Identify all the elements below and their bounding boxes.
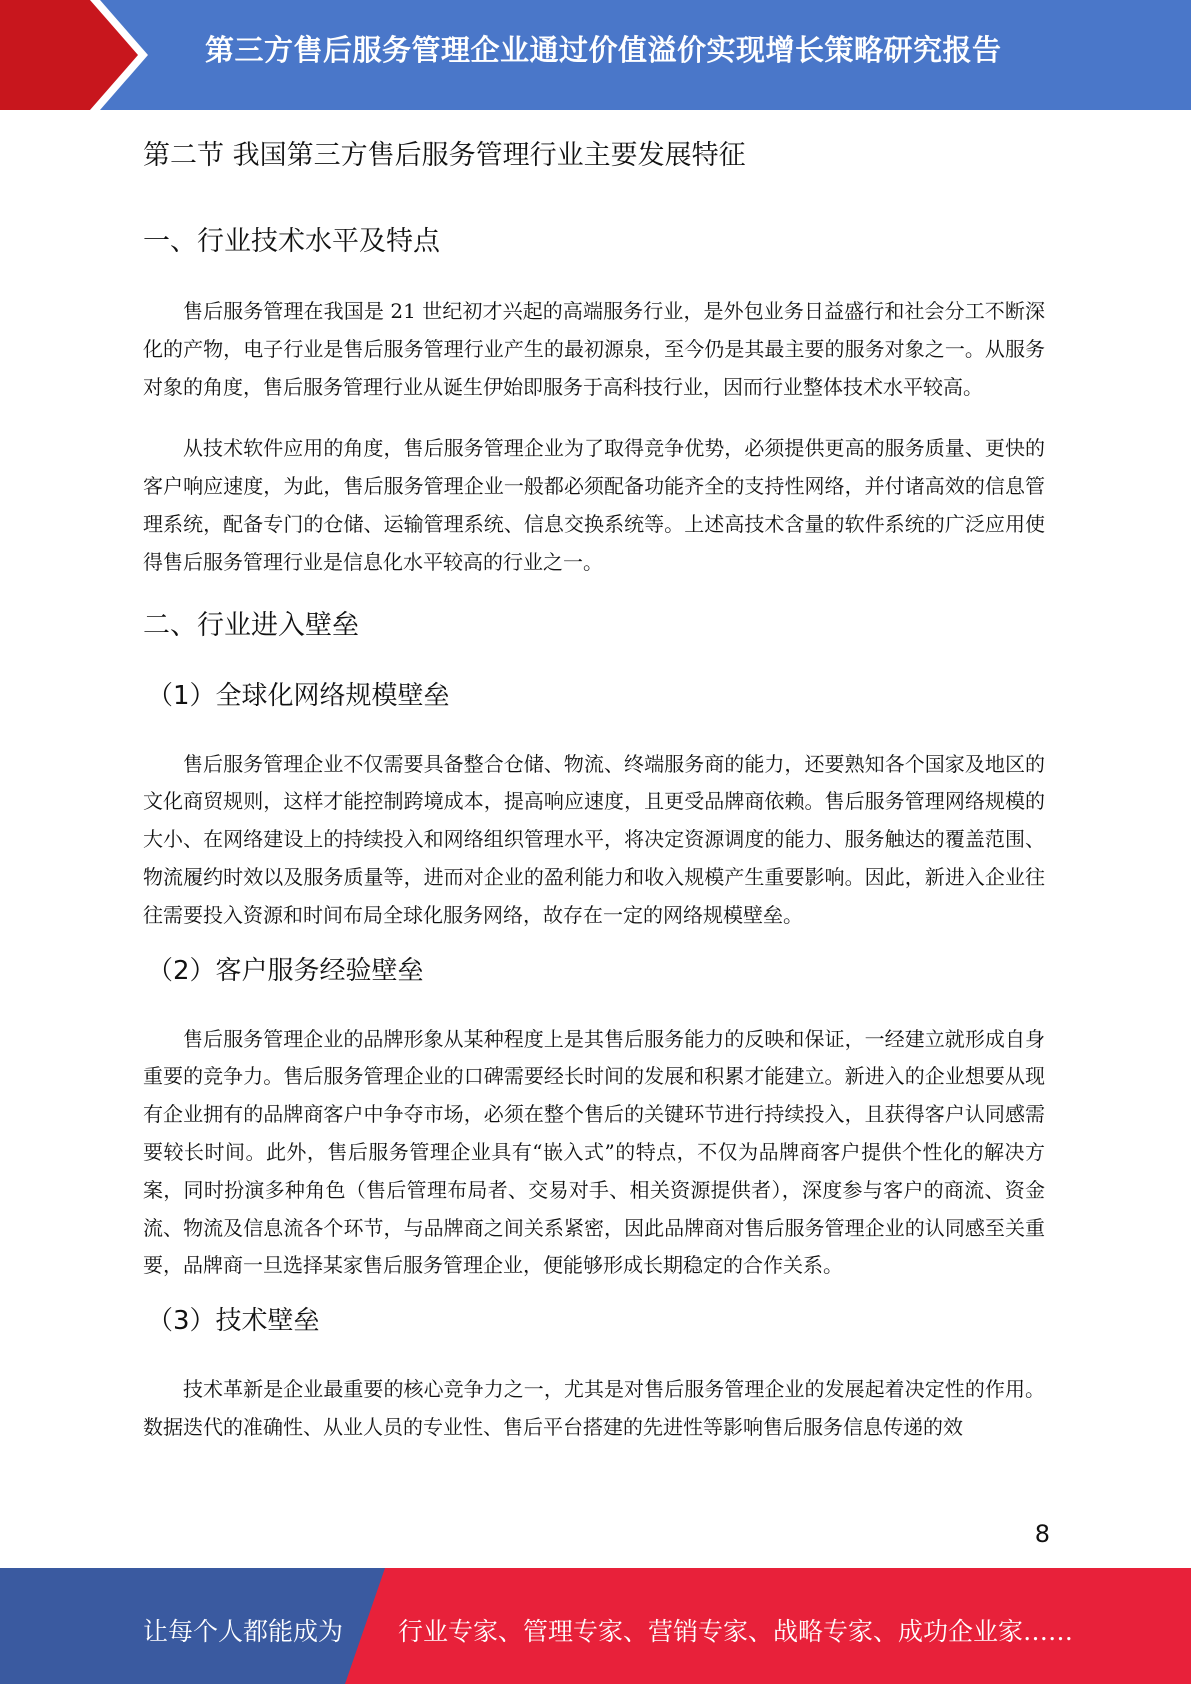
footer-slogan-right: 行业专家、管理专家、营销专家、战略专家、成功企业家……: [398, 1617, 1074, 1646]
paragraph: 售后服务管理企业的品牌形象从某种程度上是其售后服务能力的反映和保证，一经建立就形成自身重要的竞争力。售后服务管理企业的口碑需要经长时间的发展和积累才能建立。新进入的企业想要从现有企业拥有的品牌商客户中争夺市场，必须在整个售后的关键环节进行持续投入，且获得客户认同感需要较长时间。此外，售后服务管理企业具有“嵌入式”的特点，不仅为品牌商客户提供个性化的解决方案，同时扮演多种角色（售后管理布局者、交易对手、相关资源提供者），深度参与客户的商流、资金流、物流及信息流各个环节，与品牌商之间关系紧密，因此品牌商对售后服务管理企业的认同感至关重要，品牌商一旦选择某家售后服务管理企业，便能够形成长期稳定的合作关系。: [143, 1026, 1045, 1278]
subheading-2: （2）客户服务经验壁垒: [147, 955, 424, 986]
footer-slogan-left: 让每个人都能成为: [143, 1617, 344, 1646]
paragraph: 售后服务管理在我国是 21 世纪初才兴起的高端服务行业，是外包业务日益盛行和社会分工不断深化的产物，电子行业是售后服务管理行业产生的最初源泉，至今仍是其最主要的服务对象之一。从服务对象的角度，售后服务管理行业从诞生伊始即服务于高科技行业，因而行业整体技术水平较高。: [143, 299, 1045, 399]
section-title: 第二节 我国第三方售后服务管理行业主要发展特征: [143, 140, 746, 171]
paragraph: 从技术软件应用的角度，售后服务管理企业为了取得竞争优势，必须提供更高的服务质量、更快的客户响应速度，为此，售后服务管理企业一般都必须配备功能齐全的支持性网络，并付诸高效的信息管理系统，配备专门的仓储、运输管理系统、信息交换系统等。上述高技术含量的软件系统的广泛应用使得售后服务管理行业是信息化水平较高的行业之一。: [143, 436, 1045, 574]
heading-part2: 二、行业进入壁垒: [143, 609, 359, 641]
subheading-3: （3）技术壁垒: [147, 1306, 320, 1337]
page-number: 8: [1034, 1520, 1050, 1548]
report-title: 第三方售后服务管理企业通过价值溢价实现增长策略研究报告: [205, 33, 1002, 67]
heading-part1: 一、行业技术水平及特点: [143, 226, 440, 257]
paragraph: 技术革新是企业最重要的核心竞争力之一，尤其是对售后服务管理企业的发展起着决定性的作用。数据迭代的准确性、从业人员的专业性、售后平台搭建的先进性等影响售后服务信息传递的效: [143, 1377, 1045, 1439]
subheading-1: （1）全球化网络规模壁垒: [147, 680, 450, 711]
document-body: [143, 128, 1045, 1447]
paragraph: 售后服务管理企业不仅需要具备整合仓储、物流、终端服务商的能力，还要熟知各个国家及地区的文化商贸规则，这样才能控制跨境成本，提高响应速度，且更受品牌商依赖。售后服务管理网络规模的大小、在网络建设上的持续投入和网络组织管理水平，将决定资源调度的能力、服务触达的覆盖范围、物流履约时效以及服务质量等，进而对企业的盈利能力和收入规模产生重要影响。因此，新进入企业往往需要投入资源和时间布局全球化服务网络，故存在一定的网络规模壁垒。: [143, 751, 1045, 927]
